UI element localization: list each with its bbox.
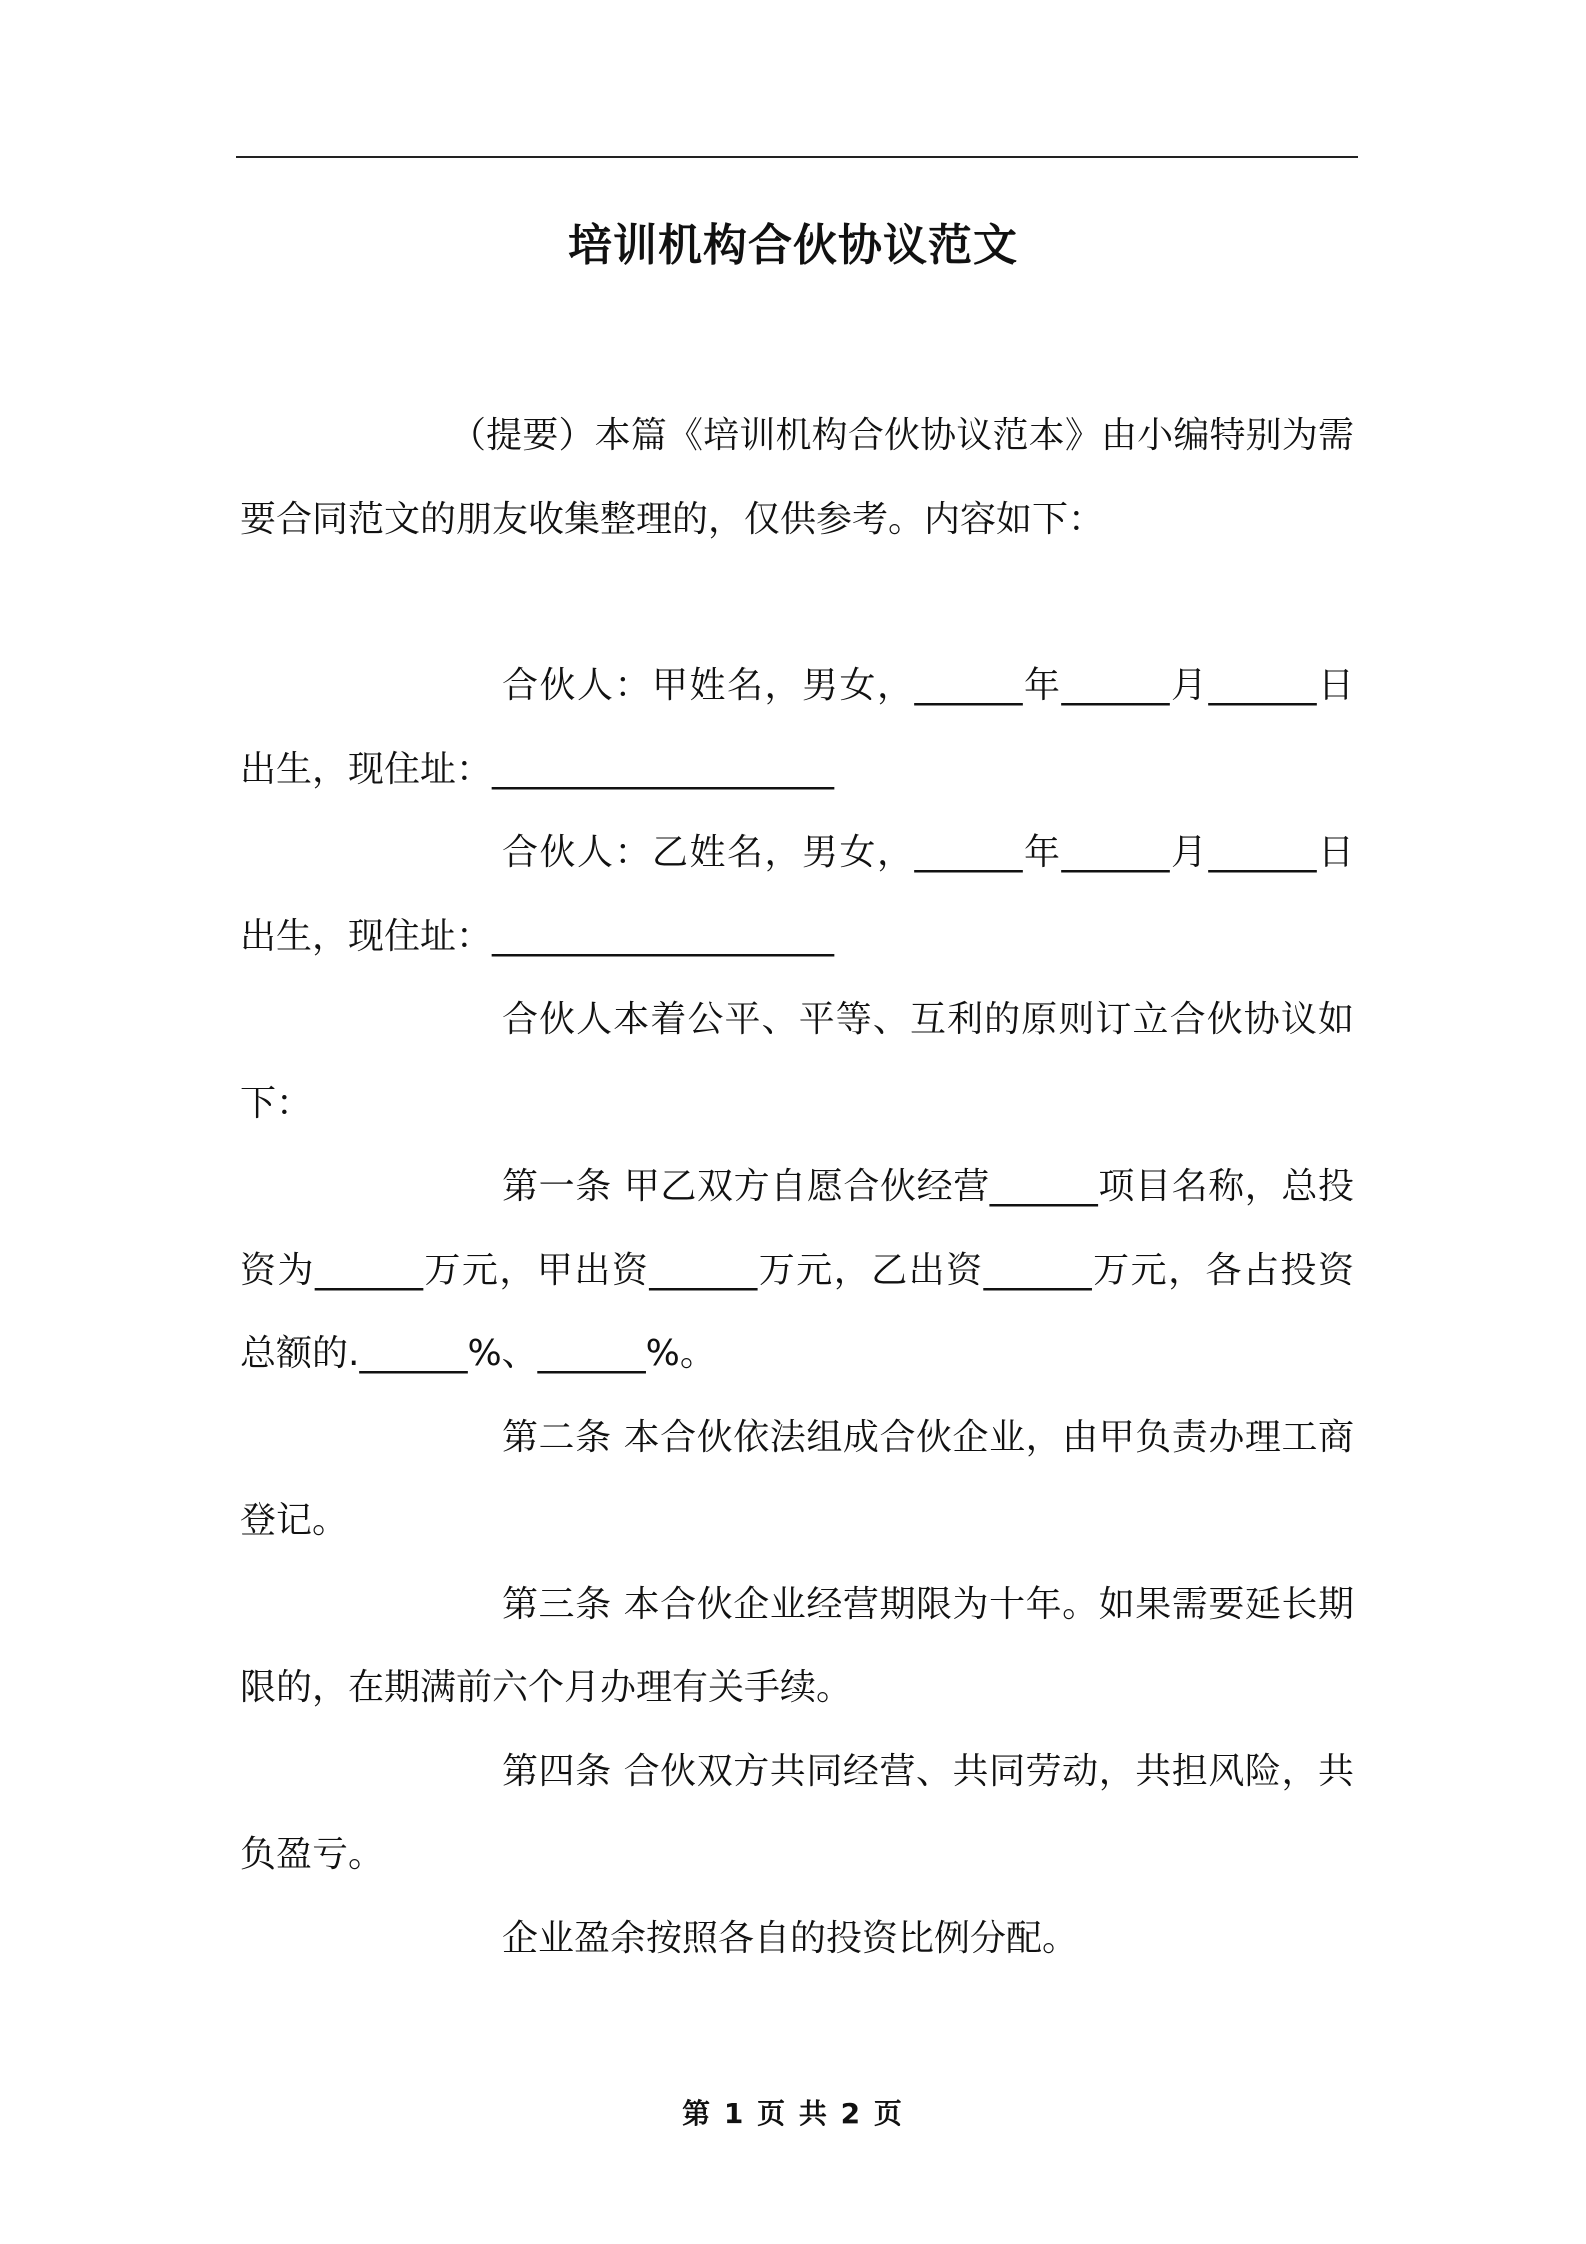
document-title: 培训机构合伙协议范文 [568, 220, 1018, 271]
article-2-paragraph: 第二条 本合伙依法组成合伙企业，由甲负责办理工商登记。 [240, 1416, 1354, 1541]
partner-b-paragraph: 合伙人：乙姓名，男女，______年______月______日出生，现住址：___________________ [240, 832, 1354, 957]
summary-paragraph: （提要）本篇《培训机构合伙协议范本》由小编特别为需要合同范文的朋友收集整理的，仅供参考。内容如下： [240, 415, 1354, 540]
profit-distribution-paragraph: 企业盈余按照各自的投资比例分配。 [502, 1917, 1079, 1959]
principle-paragraph: 合伙人本着公平、平等、互利的原则订立合伙协议如下： [240, 999, 1354, 1124]
agreement-body [240, 644, 1354, 1980]
article-4-paragraph: 第四条 合伙双方共同经营、共同劳动，共担风险，共负盈亏。 [240, 1750, 1354, 1875]
summary-block [240, 394, 1354, 561]
header-rule [236, 156, 1358, 158]
article-3-paragraph: 第三条 本合伙企业经营期限为十年。如果需要延长期限的，在期满前六个月办理有关手续。 [240, 1583, 1354, 1708]
page-number-footer: 第 1 页 共 2 页 [682, 2097, 904, 2130]
partner-a-paragraph: 合伙人：甲姓名，男女，______年______月______日出生，现住址：___________________ [240, 665, 1354, 790]
article-1-paragraph: 第一条 甲乙双方自愿合伙经营______项目名称，总投资为______万元，甲出资______万元，乙出资______万元，各占投资总额的.______%、______%。 [240, 1166, 1354, 1374]
